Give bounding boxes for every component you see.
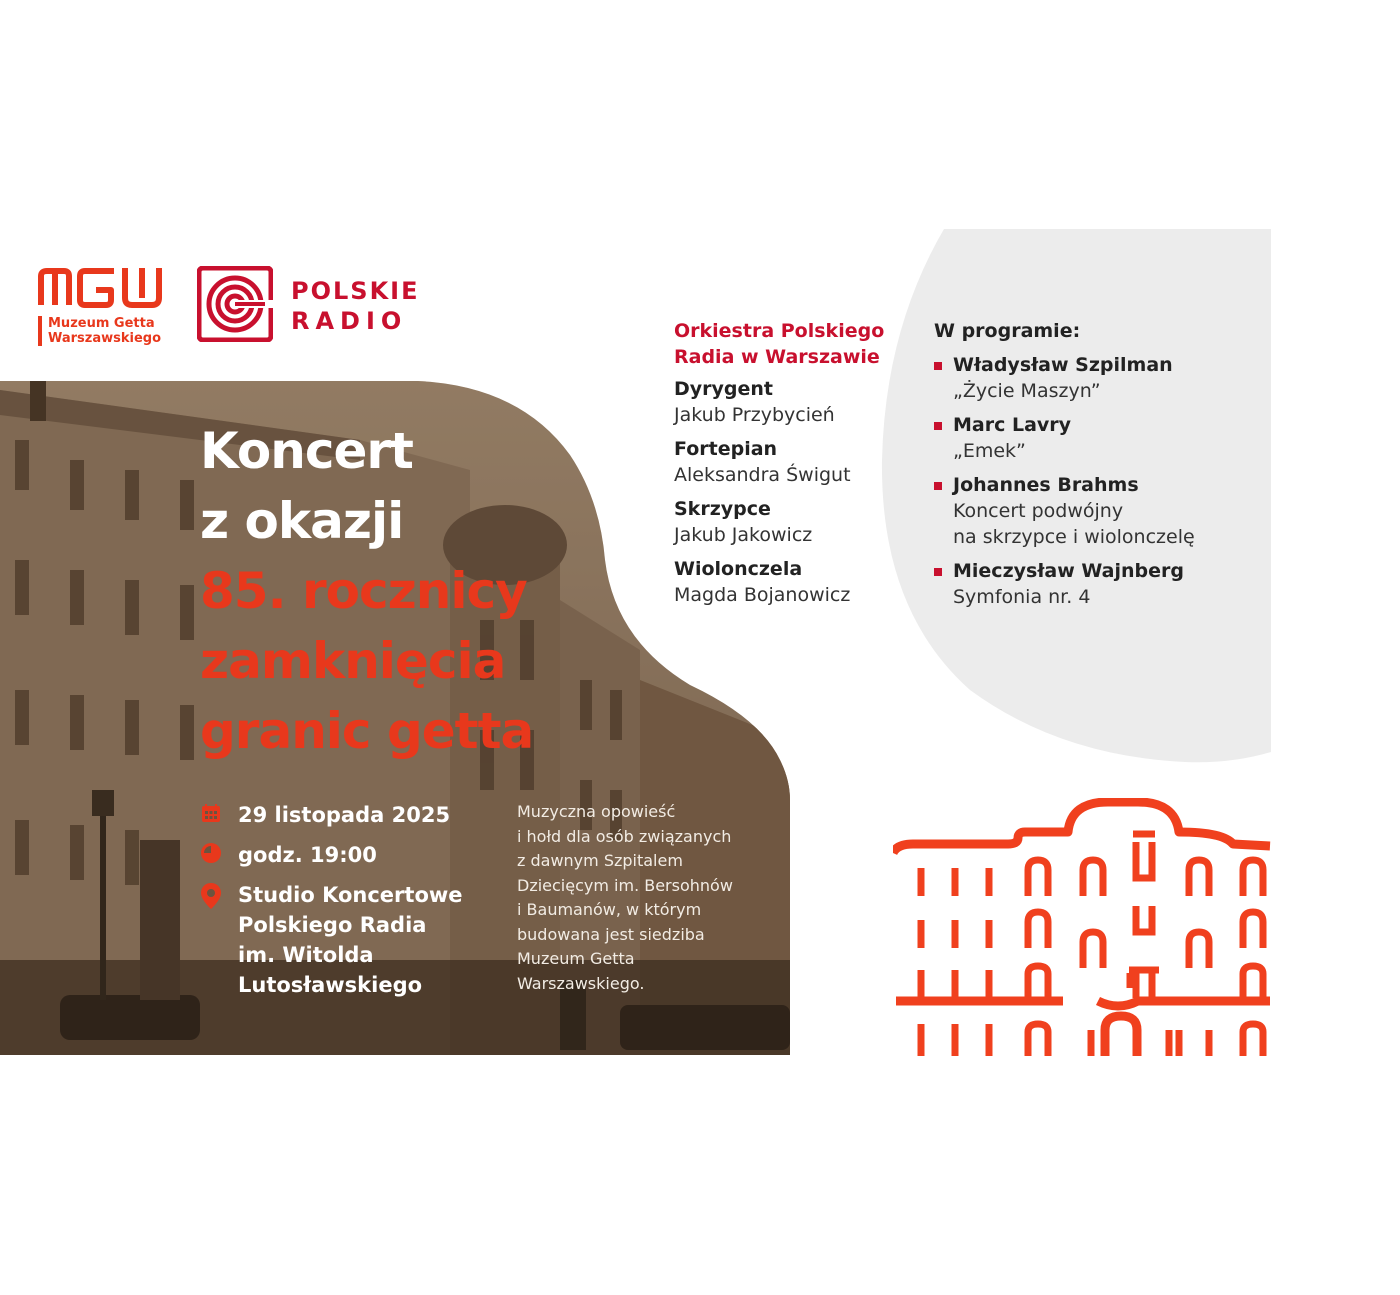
composer-name: Johannes Brahms (953, 474, 1139, 496)
credit-cello (674, 556, 904, 608)
role-person: Magda Bojanowicz (674, 584, 851, 606)
clock-icon (200, 842, 222, 864)
composer-name: Mieczysław Wajnberg (953, 560, 1184, 582)
composer-name: Marc Lavry (953, 414, 1072, 436)
work-title: Koncert podwójny na skrzypce i wiolonczelę (953, 500, 1195, 548)
concert-description: Muzyczna opowieść i hołd dla osób związanych z dawnym Szpitalem Dziecięcym im. Bersohnów i Baumanów, w którym budowana jest siedziba Muzeum Getta Warszawskiego. (517, 802, 733, 993)
calendar-icon (200, 802, 222, 824)
concert-programme (934, 318, 1254, 618)
polskie-radio-wordmark (291, 276, 420, 336)
event-date-row (200, 800, 500, 830)
headline-line-5: granic getta (200, 702, 534, 760)
bullet-square-icon (934, 362, 942, 370)
event-info (200, 800, 500, 1010)
composer-name: Władysław Szpilman (953, 354, 1173, 376)
work-title: Symfonia nr. 4 (953, 586, 1091, 608)
role-person: Jakub Przybycień (674, 404, 835, 426)
polskie-radio-line-2: RADIO (291, 307, 408, 335)
role-person: Aleksandra Świgut (674, 464, 851, 486)
programme-title: W programie: (934, 320, 1081, 342)
role-name: Dyrygent (674, 378, 774, 400)
programme-item (934, 352, 1254, 404)
bullet-square-icon (934, 422, 942, 430)
orchestra-title: Orkiestra Polskiego Radia w Warszawie (674, 320, 885, 368)
work-title: „Emek” (953, 440, 1026, 462)
role-name: Wiolonczela (674, 558, 803, 580)
polskie-radio-line-1: POLSKIE (291, 277, 420, 305)
programme-item (934, 472, 1254, 550)
role-person: Jakub Jakowicz (674, 524, 813, 546)
event-time: godz. 19:00 (238, 843, 377, 867)
role-name: Fortepian (674, 438, 778, 460)
credit-violin (674, 496, 904, 548)
work-title: „Życie Maszyn” (953, 380, 1101, 402)
event-venue-row (200, 880, 500, 1000)
programme-item (934, 412, 1254, 464)
polskie-radio-logo (197, 266, 437, 344)
event-venue: Studio Koncertowe Polskiego Radia im. Witolda Lutosławskiego (238, 883, 463, 997)
bullet-square-icon (934, 482, 942, 490)
programme-item (934, 558, 1254, 610)
credit-piano (674, 436, 904, 488)
headline-line-1: Koncert (200, 422, 413, 480)
headline-line-2: z okazji (200, 492, 404, 550)
headline-line-3: 85. rocznicy (200, 562, 527, 620)
event-date: 29 listopada 2025 (238, 803, 451, 827)
mgw-logo-name: Muzeum Getta Warszawskiego (38, 316, 161, 346)
building-line-illustration (893, 798, 1273, 1056)
role-name: Skrzypce (674, 498, 771, 520)
event-time-row (200, 840, 500, 870)
mgw-logo (38, 268, 168, 348)
bullet-square-icon (934, 568, 942, 576)
headline-line-4: zamknięcia (200, 632, 506, 690)
credit-conductor (674, 376, 904, 428)
mgw-logo-mark (38, 268, 162, 308)
location-pin-icon (200, 882, 222, 910)
polskie-radio-mark-icon (197, 266, 273, 342)
concert-headline (200, 416, 533, 766)
orchestra-credits (674, 318, 904, 616)
